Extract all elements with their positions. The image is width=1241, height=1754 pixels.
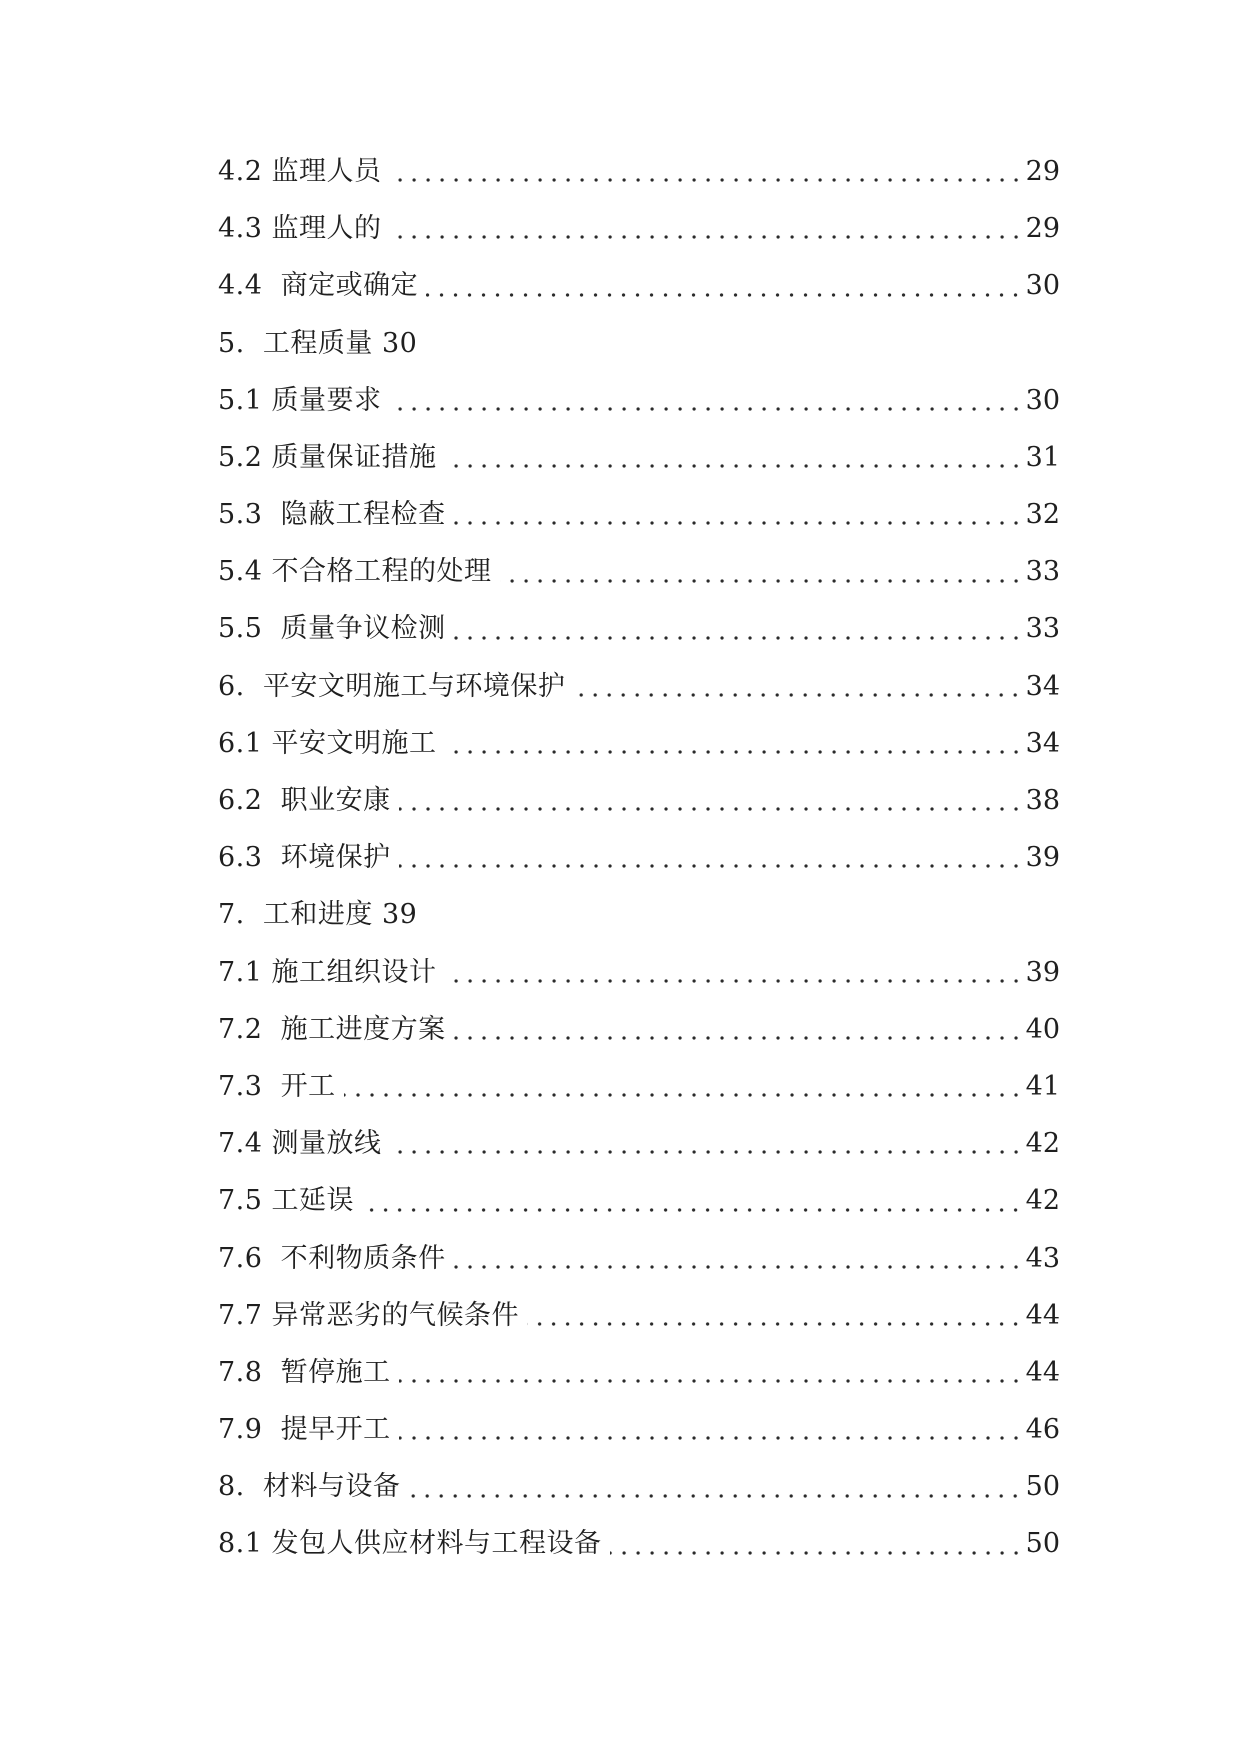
toc-entry-title: 7.9 提早开工 bbox=[218, 1414, 391, 1446]
dot-leader bbox=[408, 1493, 1022, 1499]
toc-entry-7-4 bbox=[218, 1115, 1060, 1172]
dot-leader bbox=[390, 177, 1023, 183]
toc-entry-5 bbox=[218, 315, 1060, 372]
toc-page-number: 29 bbox=[1025, 213, 1060, 245]
toc-page-number: 44 bbox=[1025, 1299, 1060, 1331]
toc-entry-5-3 bbox=[218, 486, 1060, 543]
dot-leader bbox=[399, 1378, 1023, 1384]
toc-entry-7-7 bbox=[218, 1287, 1060, 1344]
toc-entry-title: 7.3 开工 bbox=[218, 1070, 336, 1102]
dot-leader bbox=[362, 1207, 1023, 1213]
toc-entry-title: 6. 平安文明施工与环境保护 bbox=[218, 670, 566, 702]
toc-entry-title: 6.3 环境保护 bbox=[218, 842, 391, 874]
toc-page-number: 39 bbox=[1025, 842, 1060, 874]
toc-page-number: 39 bbox=[1025, 956, 1060, 988]
toc-entry-7-5 bbox=[218, 1172, 1060, 1229]
dot-leader bbox=[454, 520, 1023, 526]
toc-entry-4-3 bbox=[218, 200, 1060, 257]
toc-entry-7-1 bbox=[218, 944, 1060, 1001]
toc-page-number: 30 bbox=[1025, 270, 1060, 302]
toc-entry-5-2 bbox=[218, 429, 1060, 486]
toc-entry-title: 5. 工程质量 30 bbox=[218, 327, 418, 359]
toc-page-number: 46 bbox=[1025, 1414, 1060, 1446]
toc-entry-title: 5.2 质量保证措施 bbox=[218, 441, 437, 473]
table-of-contents bbox=[218, 143, 1060, 1573]
dot-leader bbox=[454, 1035, 1023, 1041]
toc-entry-title: 5.3 隐蔽工程检查 bbox=[218, 499, 446, 531]
toc-entry-title: 7.6 不利物质条件 bbox=[218, 1242, 446, 1274]
dot-leader bbox=[527, 1321, 1023, 1327]
toc-page-number: 40 bbox=[1025, 1013, 1060, 1045]
toc-entry-7-3 bbox=[218, 1058, 1060, 1115]
dot-leader bbox=[390, 1149, 1023, 1155]
toc-page-number: 32 bbox=[1025, 499, 1060, 531]
dot-leader bbox=[399, 863, 1023, 869]
toc-entry-title: 6.1 平安文明施工 bbox=[218, 727, 437, 759]
toc-entry-6-2 bbox=[218, 772, 1060, 829]
toc-page-number: 50 bbox=[1025, 1471, 1060, 1503]
toc-page-number: 29 bbox=[1025, 155, 1060, 187]
toc-entry-title: 5.4 不合格工程的处理 bbox=[218, 556, 492, 588]
dot-leader bbox=[445, 749, 1023, 755]
toc-entry-7 bbox=[218, 886, 1060, 943]
dot-leader bbox=[445, 463, 1023, 469]
dot-leader bbox=[390, 234, 1023, 240]
toc-entry-8-1 bbox=[218, 1516, 1060, 1573]
toc-page-number: 41 bbox=[1025, 1070, 1060, 1102]
toc-page-number: 43 bbox=[1025, 1242, 1060, 1274]
toc-entry-5-4 bbox=[218, 543, 1060, 600]
toc-page-number: 42 bbox=[1025, 1185, 1060, 1217]
dot-leader bbox=[454, 1264, 1023, 1270]
toc-page-number: 33 bbox=[1025, 556, 1060, 588]
toc-page-number: 50 bbox=[1025, 1528, 1060, 1560]
toc-entry-6-3 bbox=[218, 829, 1060, 886]
dot-leader bbox=[399, 806, 1023, 812]
dot-leader bbox=[454, 635, 1023, 641]
toc-entry-title: 7. 工和进度 39 bbox=[218, 899, 418, 931]
toc-entry-5-5 bbox=[218, 601, 1060, 658]
toc-page-number: 31 bbox=[1025, 441, 1060, 473]
toc-entry-title: 4.2 监理人员 bbox=[218, 155, 382, 187]
dot-leader bbox=[399, 1435, 1023, 1441]
dot-leader bbox=[610, 1550, 1023, 1556]
toc-page-number: 34 bbox=[1025, 670, 1060, 702]
toc-entry-6-1 bbox=[218, 715, 1060, 772]
toc-entry-7-8 bbox=[218, 1344, 1060, 1401]
toc-entry-title: 4.3 监理人的 bbox=[218, 213, 382, 245]
toc-entry-title: 5.1 质量要求 bbox=[218, 384, 382, 416]
toc-page-number: 34 bbox=[1025, 727, 1060, 759]
dot-leader bbox=[573, 692, 1022, 698]
toc-entry-title: 7.1 施工组织设计 bbox=[218, 956, 437, 988]
toc-entry-7-9 bbox=[218, 1401, 1060, 1458]
toc-page-number: 38 bbox=[1025, 785, 1060, 817]
toc-entry-title: 8. 材料与设备 bbox=[218, 1471, 401, 1503]
dot-leader bbox=[390, 406, 1023, 412]
toc-entry-title: 7.4 测量放线 bbox=[218, 1128, 382, 1160]
toc-entry-title: 7.7 异常恶劣的气候条件 bbox=[218, 1299, 520, 1331]
toc-page-number: 44 bbox=[1025, 1356, 1060, 1388]
dot-leader bbox=[445, 978, 1023, 984]
toc-entry-7-6 bbox=[218, 1230, 1060, 1287]
toc-entry-title: 7.8 暂停施工 bbox=[218, 1356, 391, 1388]
toc-entry-title: 4.4 商定或确定 bbox=[218, 270, 419, 302]
toc-entry-6 bbox=[218, 658, 1060, 715]
dot-leader bbox=[344, 1092, 1023, 1098]
toc-entry-title: 6.2 职业安康 bbox=[218, 785, 391, 817]
toc-entry-title: 8.1 发包人供应材料与工程设备 bbox=[218, 1528, 602, 1560]
dot-leader bbox=[426, 292, 1023, 298]
toc-entry-8 bbox=[218, 1458, 1060, 1515]
toc-entry-7-2 bbox=[218, 1001, 1060, 1058]
toc-page-number: 33 bbox=[1025, 613, 1060, 645]
toc-entry-4-2 bbox=[218, 143, 1060, 200]
toc-page-number: 30 bbox=[1025, 384, 1060, 416]
toc-entry-title: 7.2 施工进度方案 bbox=[218, 1013, 446, 1045]
toc-page-number: 42 bbox=[1025, 1128, 1060, 1160]
toc-entry-title: 7.5 工延误 bbox=[218, 1185, 355, 1217]
toc-entry-title: 5.5 质量争议检测 bbox=[218, 613, 446, 645]
dot-leader bbox=[500, 578, 1023, 584]
toc-entry-4-4 bbox=[218, 257, 1060, 314]
toc-entry-5-1 bbox=[218, 372, 1060, 429]
